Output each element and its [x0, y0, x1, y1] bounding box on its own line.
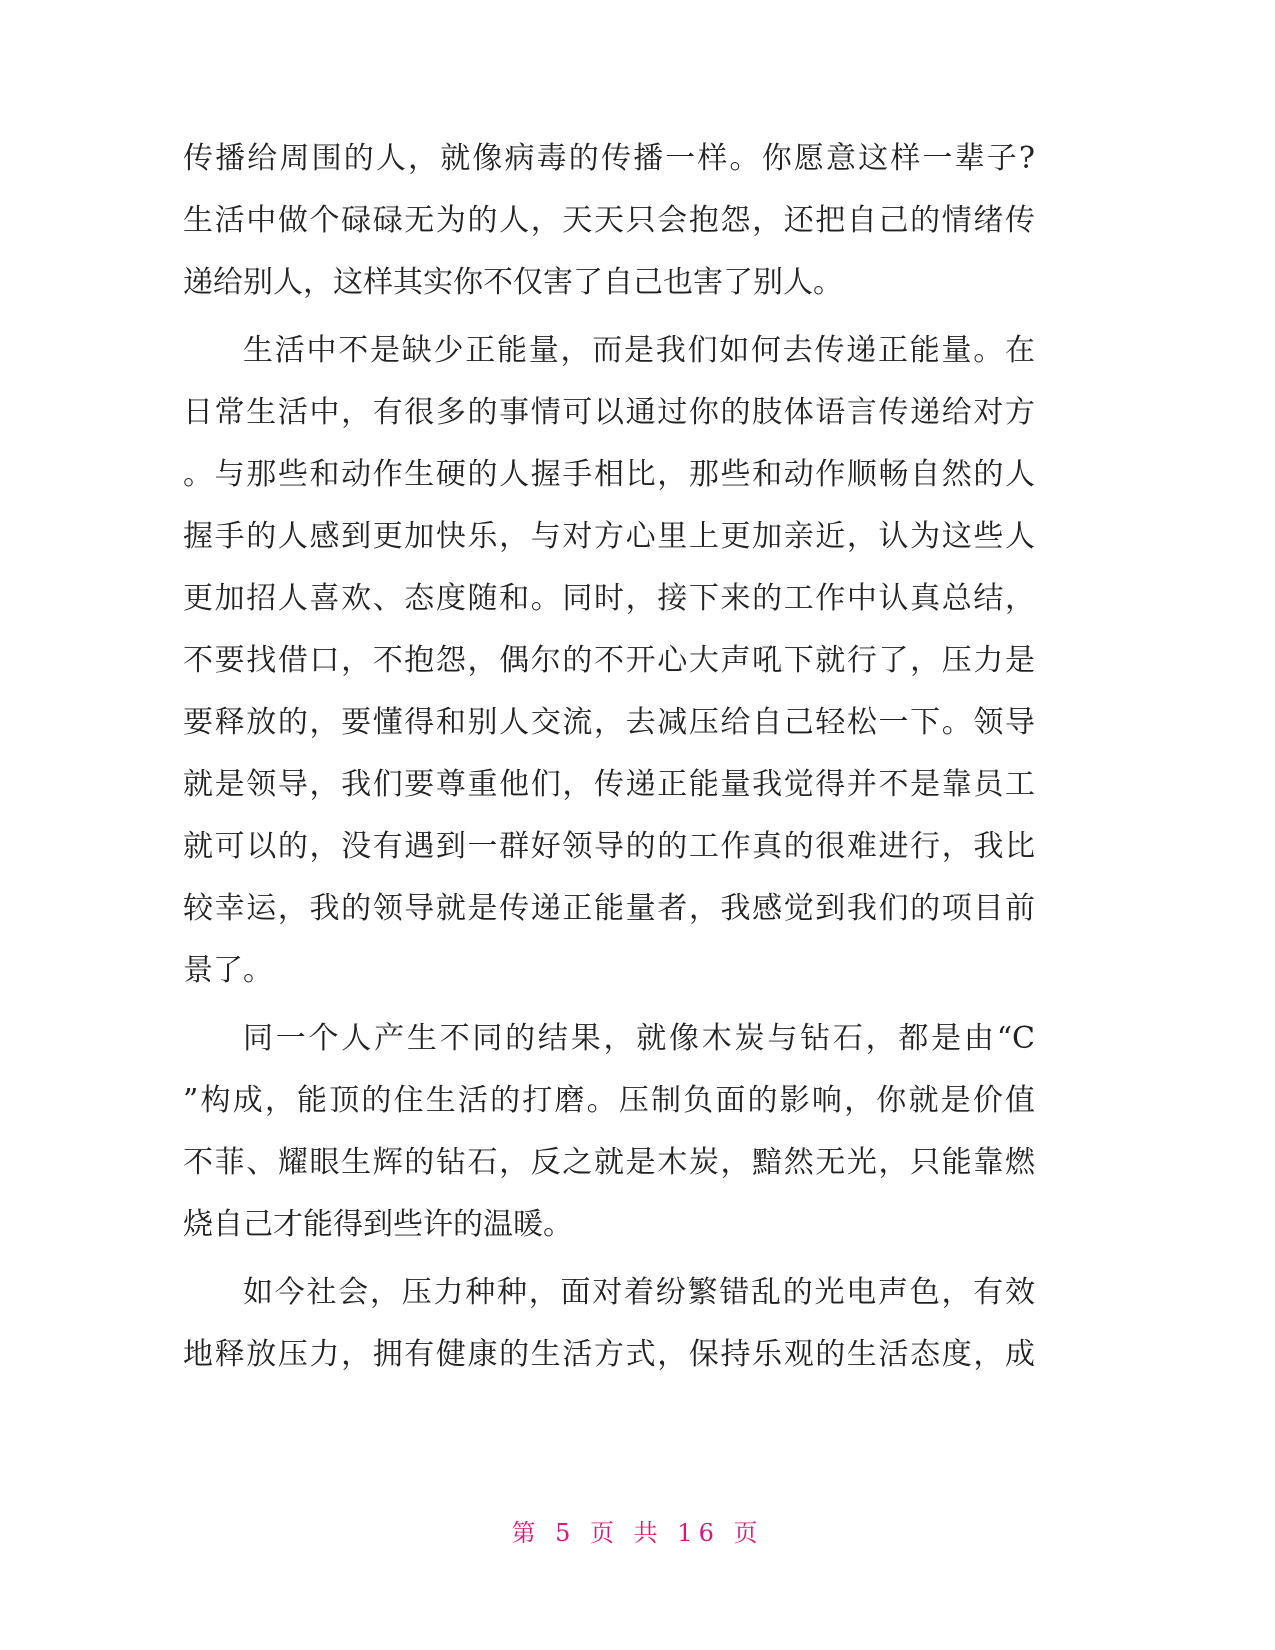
text-line: 生活中做个碌碌无为的人，天天只会抱怨，还把自己的情绪传 — [183, 203, 1035, 238]
text-line: 烧自己才能得到些许的温暖。 — [183, 1207, 573, 1242]
text-line: 传播给周围的人，就像病毒的传播一样。你愿意这样一辈子? — [183, 141, 1035, 176]
text-line: 握手的人感到更加快乐，与对方心里上更加亲近，认为这些人 — [183, 519, 1035, 554]
text-line: ”构成，能顶的住生活的打磨。压制负面的影响，你就是价值 — [183, 1083, 1035, 1118]
paragraph-first-line: 同一个人产生不同的结果，就像木炭与钻石，都是由“C — [243, 1021, 1035, 1056]
text-line: 递给别人，这样其实你不仅害了自己也害了别人。 — [183, 265, 843, 300]
text-line: 景了。 — [183, 953, 273, 988]
text-line: 日常生活中，有很多的事情可以通过你的肢体语言传递给对方 — [183, 395, 1035, 430]
page-number-footer: 第 5 页 共 16 页 — [511, 1519, 764, 1547]
paragraph-first-line: 如今社会，压力种种，面对着纷繁错乱的光电声色，有效 — [243, 1275, 1035, 1310]
text-line: 不菲、耀眼生辉的钻石，反之就是木炭，黯然无光，只能靠燃 — [183, 1145, 1035, 1180]
text-line: 就是领导，我们要尊重他们，传递正能量我觉得并不是靠员工 — [183, 767, 1035, 802]
paragraph-first-line: 生活中不是缺少正能量，而是我们如何去传递正能量。在 — [243, 333, 1035, 368]
text-line: 更加招人喜欢、态度随和。同时，接下来的工作中认真总结， — [183, 581, 1035, 616]
text-line: 。与那些和动作生硬的人握手相比，那些和动作顺畅自然的人 — [183, 457, 1035, 492]
text-line: 较幸运，我的领导就是传递正能量者，我感觉到我们的项目前 — [183, 891, 1035, 926]
text-line: 不要找借口，不抱怨，偶尔的不开心大声吼下就行了，压力是 — [183, 643, 1035, 678]
text-line: 地释放压力，拥有健康的生活方式，保持乐观的生活态度，成 — [183, 1337, 1035, 1372]
text-line: 就可以的，没有遇到一群好领导的的工作真的很难进行，我比 — [183, 829, 1035, 864]
text-line: 要释放的，要懂得和别人交流，去减压给自己轻松一下。领导 — [183, 705, 1035, 740]
